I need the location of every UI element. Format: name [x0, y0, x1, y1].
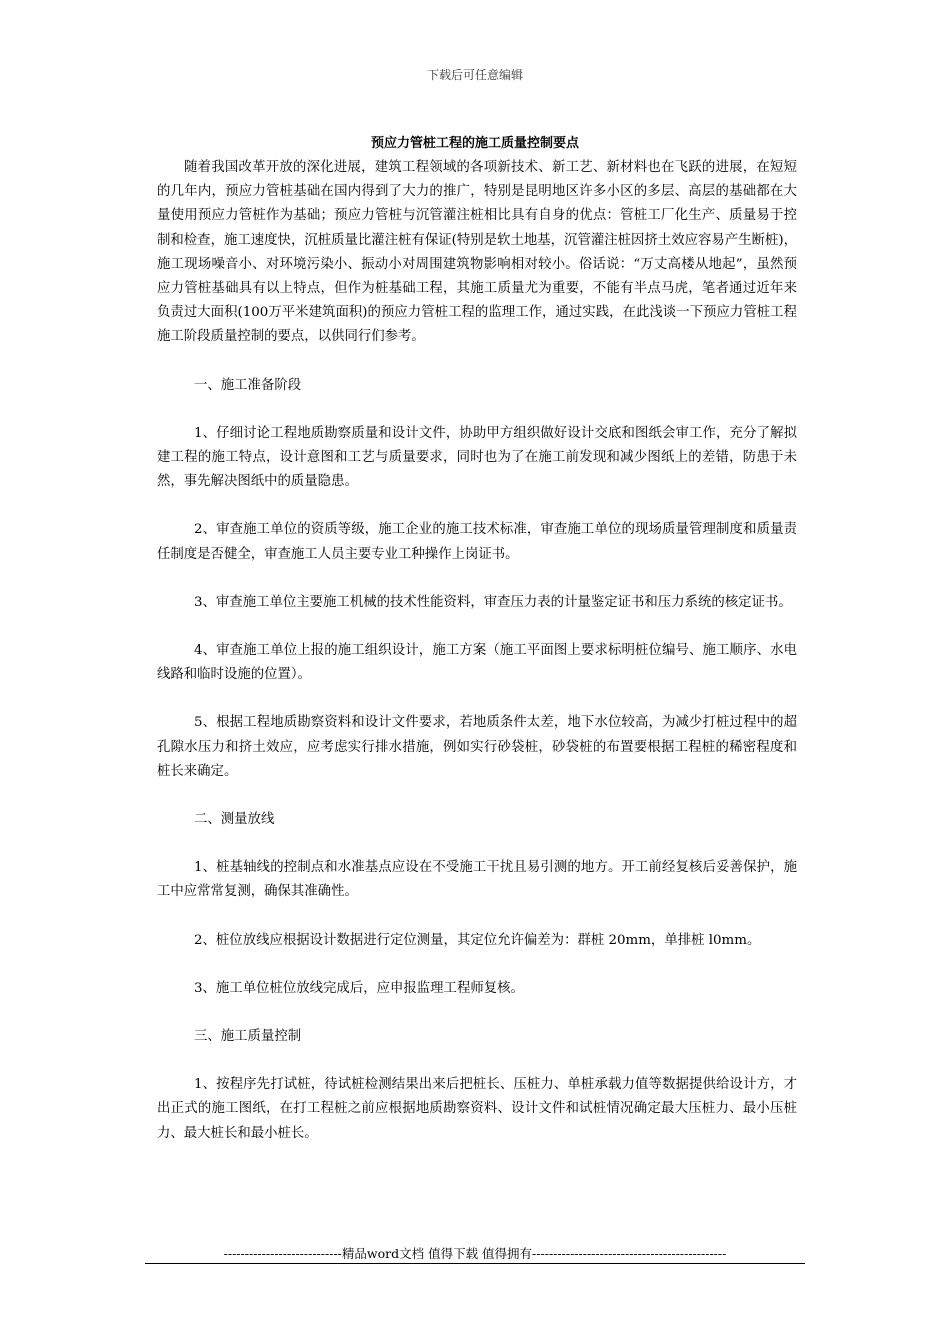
preparation-item-2: 2、审查施工单位的资质等级，施工企业的施工技术标准，审查施工单位的现场质量管理制度和质量责任制度是否健全，审查施工人员主要专业工种操作上岗证书。: [157, 522, 797, 562]
preparation-item-5: 5、根据工程地质勘察资料和设计文件要求，若地质条件太差，地下水位较高，为减少打桩过程中的超孔隙水压力和挤土效应，应考虑实行排水措施，例如实行砂袋桩，砂袋桩的布置要根据工程桩的稀密程度和桩长来确定。: [157, 715, 797, 779]
document-title: 预应力管桩工程的施工质量控制要点: [370, 136, 579, 151]
preparation-item-4: 4、审查施工单位上报的施工组织设计，施工方案（施工平面图上要求标明桩位编号、施工顺序、水电线路和临时设施的位置）。: [157, 643, 797, 683]
preparation-item-1: 1、仔细讨论工程地质勘察质量和设计文件，协助甲方组织做好设计交底和图纸会审工作，充分了解拟建工程的施工特点，设计意图和工艺与质量要求，同时也为了在施工前发现和减少图纸上的差错，防患于未然，事先解决图纸中的质量隐患。: [157, 425, 797, 490]
footer-note: ----------------------------精品word文档 值得下载 值得拥有----------------------------------------------: [223, 1246, 727, 1261]
survey-item-2: 2、桩位放线应根据设计数据进行定位测量，其定位允许偏差为：群桩 20mm，单排桩 l0mm。: [194, 932, 761, 948]
intro-paragraph: 随着我国改革开放的深化进展，建筑工程领域的各项新技术、新工艺、新材料也在飞跃的进展，在短短的几年内，预应力管桩基础在国内得到了大力的推广，特别是昆明地区许多小区的多层、高层的基础都在大量使用预应力管桩作为基础；预应力管桩与沉管灌注桩相比具有自身的优点：管桩工厂化生产、质量易于控制和检查，施工速度快，沉桩质量比灌注桩有保证(特别是软土地基，沉管灌注桩因挤土效应容易产生断桩)，施工现场噪音小、对环境污染小、振动小对周围建筑物影响相对较小。俗话说：“万丈高楼从地起”，虽然预应力管桩基础具有以上特点，但作为桩基础工程，其施工质量尤为重要，不能有半点马虎，笔者通过近年来负责过大面积(100万平米建筑面积)的预应力管桩工程的监理工作，通过实践，在此浅谈一下预应力管桩工程施工阶段质量控制的要点，以供同行们参考。: [157, 160, 797, 345]
section-heading-quality-control: 三、施工质量控制: [194, 1029, 302, 1045]
footer-divider: [145, 1263, 805, 1264]
survey-item-1: 1、桩基轴线的控制点和水准基点应设在不受施工干扰且易引测的地方。开工前经复核后妥善保护，施工中应常常复测，确保其准确性。: [157, 860, 797, 900]
section-heading-survey: 二、测量放线: [194, 812, 275, 828]
section-heading-preparation: 一、施工准备阶段: [194, 377, 302, 393]
preparation-item-3: 3、审查施工单位主要施工机械的技术性能资料，审查压力表的计量鉴定证书和压力系统的核定证书。: [194, 594, 792, 610]
quality-control-item-1: 1、按程序先打试桩，待试桩检测结果出来后把桩长、压桩力、单桩承载力值等数据提供给设计方，才出正式的施工图纸，在打工程桩之前应根据地质勘察资料、设计文件和试桩情况确定最大压桩力、最小压桩力、最大桩长和最小桩长。: [157, 1077, 797, 1141]
header-note: 下载后可任意编辑: [426, 68, 523, 82]
document-body: [157, 156, 797, 1146]
survey-item-3: 3、施工单位桩位放线完成后，应申报监理工程师复核。: [194, 980, 524, 996]
